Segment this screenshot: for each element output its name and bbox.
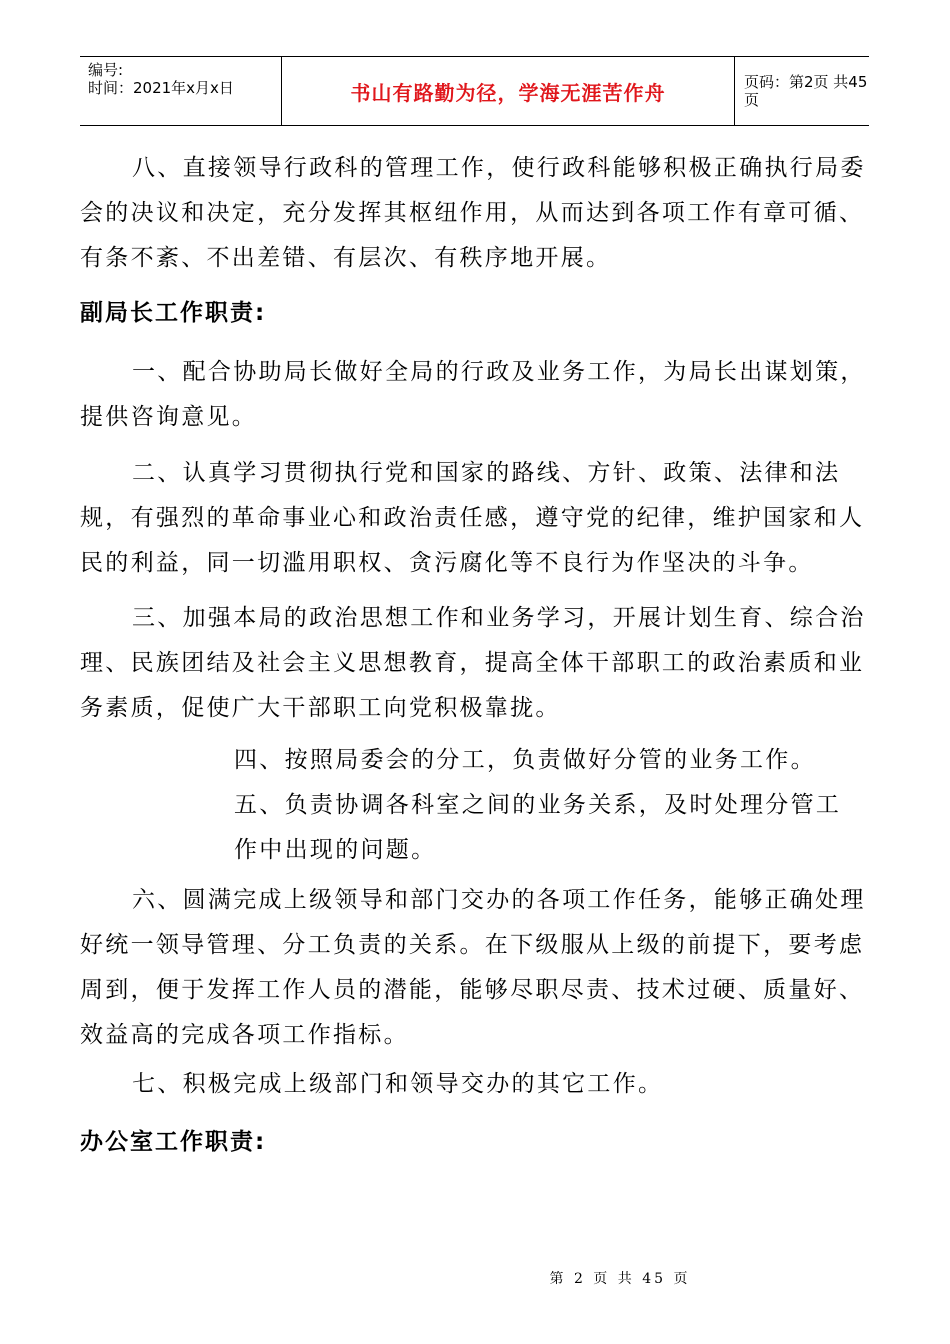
- paragraph-deputy-6: 六、圆满完成上级领导和部门交办的各项工作任务，能够正确处理好统一领导管理、分工负责的关系。在下级服从上级的前提下，要考虑周到，便于发挥工作人员的潜能，能够尽职尽责、技术过硬、质量好、效益高的完成各项工作指标。: [80, 887, 866, 1048]
- header-page-info: 页码：第2页 共45页: [744, 73, 868, 109]
- paragraph-deputy-7: 七、积极完成上级部门和领导交办的其它工作。: [132, 1071, 664, 1097]
- paragraph-deputy-1: 一、配合协助局长做好全局的行政及业务工作，为局长出谋划策，提供咨询意见。: [80, 359, 866, 430]
- document-time-label: 时间：2021年x月x日: [88, 79, 234, 97]
- page-footer-text: 第 2 页 共 45 页: [549, 1271, 691, 1287]
- heading-deputy-director-duties: 副局长工作职责:: [80, 300, 267, 326]
- page-footer: [0, 1268, 950, 1288]
- paragraph-deputy-3: 三、加强本局的政治思想工作和业务学习，开展计划生育、综合治理、民族团结及社会主义思想教育，提高全体干部职工的政治素质和业务素质，促使广大干部职工向党积极靠拢。: [80, 605, 866, 721]
- paragraph-deputy-2: 二、认真学习贯彻执行党和国家的路线、方针、政策、法律和法规，有强烈的革命事业心和政治责任感，遵守党的纪律，维护国家和人民的利益，同一切滥用职权、贪污腐化等不良行为作坚决的斗争。: [80, 460, 865, 576]
- paragraph-item-8: 八、直接领导行政科的管理工作，使行政科能够积极正确执行局委会的决议和决定，充分发挥其枢纽作用，从而达到各项工作有章可循、有条不紊、不出差错、有层次、有秩序地开展。: [80, 155, 866, 271]
- header-page-cell: [734, 57, 869, 125]
- header-motto: 书山有路勤为径，学海无涯苦作舟: [350, 80, 666, 105]
- header-motto-cell: [281, 57, 735, 125]
- paragraph-deputy-4: 四、按照局委会的分工，负责做好分管的业务工作。: [234, 747, 816, 773]
- heading-office-duties: 办公室工作职责:: [80, 1129, 267, 1155]
- paragraph-deputy-5: 五、负责协调各科室之间的业务关系，及时处理分管工作中出现的问题。: [234, 792, 842, 863]
- document-number-label: 编号:: [88, 61, 124, 79]
- header-meta-cell: [80, 57, 281, 125]
- document-header: [80, 56, 869, 126]
